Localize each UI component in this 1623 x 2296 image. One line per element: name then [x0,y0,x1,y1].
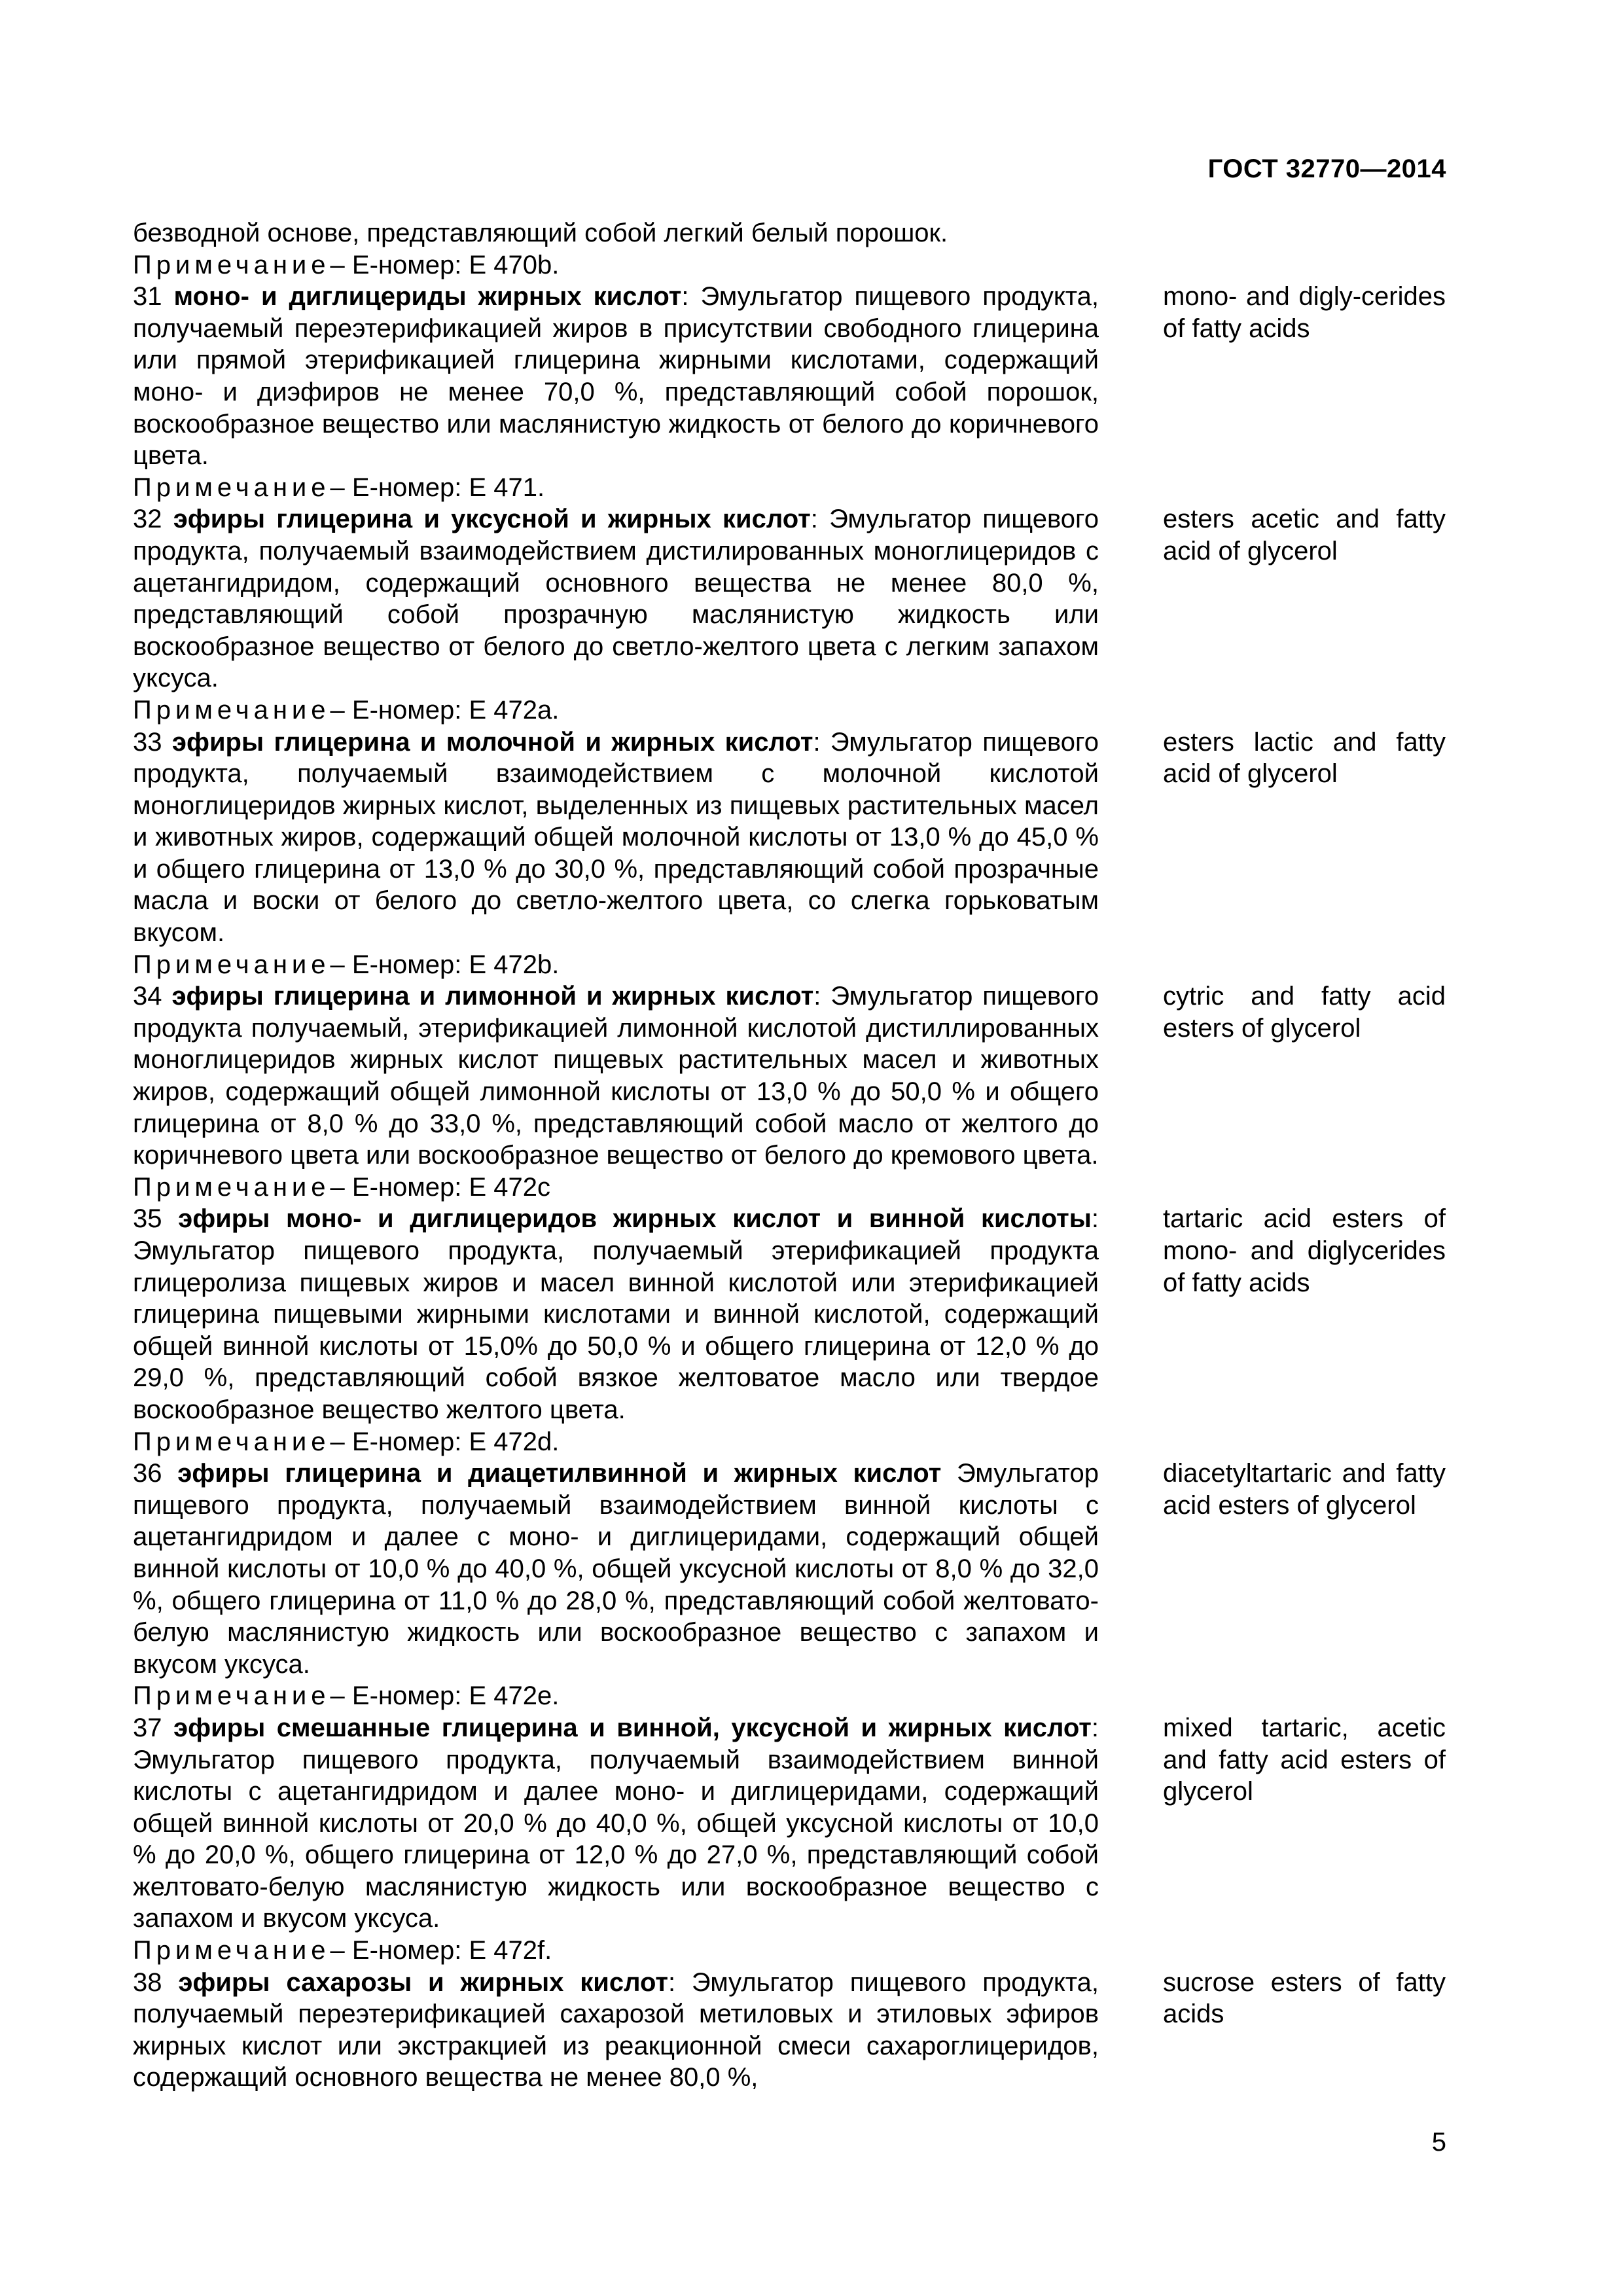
entry-term: эфиры моно- и диглицеридов жирных кислот и винной кислоты [178,1204,1092,1234]
term-entry [133,1203,1448,1426]
note [133,1935,1099,1967]
entry-number: 32 [133,505,173,534]
entry-english-term: mono- and digly-cerides of fatty acids [1163,282,1446,343]
note-label: Примечание [133,695,330,725]
entry-definition: : Эмульгатор пищевого продукта, получаемый взаимодействием винной кислоты с ацетангидридом и далее моно- и диглицеридами, содержащий общей винной кислоты от 20,0 % до 40,0 %, общей уксусной кислоты от 10,0 % до 20,0 %, общего глицерина от 12,0 % до 27,0 %, представляющий собой желтовато-белую маслянистую жидкость или воскообразное вещество с запахом и вкусом уксуса. [133,1713,1099,1933]
entry-definition-ru [133,980,1099,1172]
entry-definition: : Эмульгатор пищевого продукта, получаемый этерификацией продукта глицеролиза пищевых жиров и масел винной кислотой или этерификацией глицерина пищевыми жирными кислотами и винной кислотой, содержащий общей винной кислоты от 15,0% до 50,0 % и общего глицерина от 12,0 % до 29,0 %, представляющий собой вязкое желтоватое масло или твердое воскообразное вещество желтого цвета. [133,1204,1099,1424]
entry-definition: : Эмульгатор пищевого продукта, получаемый переэтерификацией жиров в присутствии свободного глицерина или прямой этерификацией глицерина жирными кислотами, содержащий моно- и диэфиров не менее 70,0 %, представляющий собой порошок, воскообразное вещество или маслянистую жидкость от белого до коричневого цвета. [133,282,1099,471]
entry-definition: Эмульгатор пищевого продукта, получаемый взаимодействием винной кислоты с ацетангидридом и далее с моно- и диглицеридами, содержащий общей винной кислоты от 10,0 % до 40,0 %, общей уксусной кислоты от 8,0 % до 32,0 %, общего глицерина от 11,0 % до 28,0 %, представляющий собой желтовато-белую маслянистую жидкость или воскообразное вещество с запахом и вкусом уксуса. [133,1459,1099,1679]
entry-definition: : Эмульгатор пищевого продукта, получаемый переэтерификацией сахарозой метиловых и этиловых эфиров жирных кислот или экстракцией из реакционной смеси сахароглицеридов, содержащий основного вещества не менее 80,0 %, [133,1967,1099,2092]
term-entry [133,980,1448,1172]
entry-number: 38 [133,1967,179,1997]
term-entry [133,1458,1448,1680]
note [133,694,1099,726]
entry-term: эфиры глицерина и лимонной и жирных кислот [171,982,814,1011]
entry-definition-ru [133,1967,1099,2094]
entry-definition: : Эмульгатор пищевого продукта получаемый, этерификацией лимонной кислотой дистиллированных моноглицеридов жирных кислот пищевых растительных масел и животных жиров, содержащий общей лимонной кислоты от 13,0 % до 50,0 % и общего глицерина от 8,0 % до 33,0 %, представляющий собой масло от желтого до коричневого цвета или воскообразное вещество от белого до кремового цвета. [133,982,1099,1170]
note [133,249,1099,281]
note [133,1426,1099,1458]
term-entry [133,726,1448,949]
note [133,472,1099,504]
entry-definition-ru [133,503,1099,694]
note-text: – Е-номер: Е 472а. [330,695,560,725]
entry-number: 33 [133,727,172,757]
entry-english-term: sucrose esters of fatty acids [1163,1967,1446,2029]
document-header: ГОСТ 32770—2014 [1207,154,1446,183]
entry-number: 35 [133,1204,179,1234]
term-entry [133,1967,1448,2094]
entry-definition: : Эмульгатор пищевого продукта, получаемый взаимодействием дистилированных моноглицеридов с ацетангидридом, содержащий основного вещества не менее 80,0 %, представляющий собой прозрачную маслянистую жидкость или воскообразное вещество от белого до светло-желтого цвета с легким запахом уксуса. [133,505,1099,693]
entry-number: 31 [133,282,174,312]
continuation-text: безводной основе, представляющий собой легкий белый порошок. [133,219,948,247]
note [133,1172,1099,1204]
note [133,949,1099,981]
note-text: – Е-номер: Е 471. [330,473,545,502]
entry-term: моно- и диглицериды жирных кислот [173,282,682,312]
note-text: – Е-номер: Е 472с [330,1172,550,1202]
note-label: Примечание [133,1681,330,1711]
entry-term: эфиры смешанные глицерина и винной, уксусной и жирных кислот [173,1713,1092,1742]
entry-english-term: esters acetic and fatty acid of glycerol [1163,505,1446,565]
entry-english-term: cytric and fatty acid esters of glycerol [1163,982,1446,1043]
note-label: Примечание [133,1427,330,1456]
entry-english-term: esters lactic and fatty acid of glycerol [1163,727,1446,789]
term-entry [133,503,1448,694]
page-number: 5 [1431,2128,1446,2157]
note-label: Примечание [133,250,330,279]
term-entry [133,281,1448,472]
entry-number: 37 [133,1713,174,1742]
entry-term: эфиры глицерина и молочной и жирных кислот [171,727,813,757]
note-text: – Е-номер: Е 472d. [330,1427,560,1456]
entry-definition-ru [133,726,1099,949]
note-text: – Е-номер: Е 472е. [330,1681,560,1711]
entry-definition-ru [133,281,1099,472]
entry-number: 34 [133,982,172,1011]
term-entry [133,1712,1448,1935]
entry-definition: : Эмульгатор пищевого продукта, получаемый взаимодействием с молочной кислотой моноглицеридов жирных кислот, выделенных из пищевых растительных масел и животных жиров, содержащий общей молочной кислоты от 13,0 % до 45,0 % и общего глицерина от 13,0 % до 30,0 %, представляющий собой прозрачные масла и воски от белого до светло-желтого цвета, со слегка горьковатым вкусом. [133,727,1099,948]
entry-definition-ru [133,1203,1099,1426]
entry-definition-ru [133,1712,1099,1935]
note-text: – Е-номер: Е 472b. [330,950,560,979]
note-label: Примечание [133,1172,330,1202]
entry-term: эфиры глицерина и диацетилвинной и жирных кислот [177,1459,942,1488]
note-text: – Е-номер: Е 470b. [330,250,560,279]
entry-english-term: diacetyltartaric and fatty acid esters of glycerol [1163,1459,1446,1520]
entry-definition-ru [133,1458,1099,1680]
entry-english-term: tartaric acid esters of mono- and diglycerides of fatty acids [1163,1204,1446,1297]
term-entries [133,281,1448,2094]
entry-number: 36 [133,1459,178,1488]
document-body [133,217,1448,2094]
note-label: Примечание [133,1936,330,1965]
entry-term: эфиры сахарозы и жирных кислот [178,1967,668,1997]
note [133,1680,1099,1712]
entry-term: эфиры глицерина и уксусной и жирных кислот [173,505,811,534]
note-label: Примечание [133,473,330,502]
note-text: – Е-номер: Е 472f. [330,1936,552,1965]
entry-english-term: mixed tartaric, acetic and fatty acid esters of glycerol [1163,1713,1446,1806]
note-label: Примечание [133,950,330,979]
